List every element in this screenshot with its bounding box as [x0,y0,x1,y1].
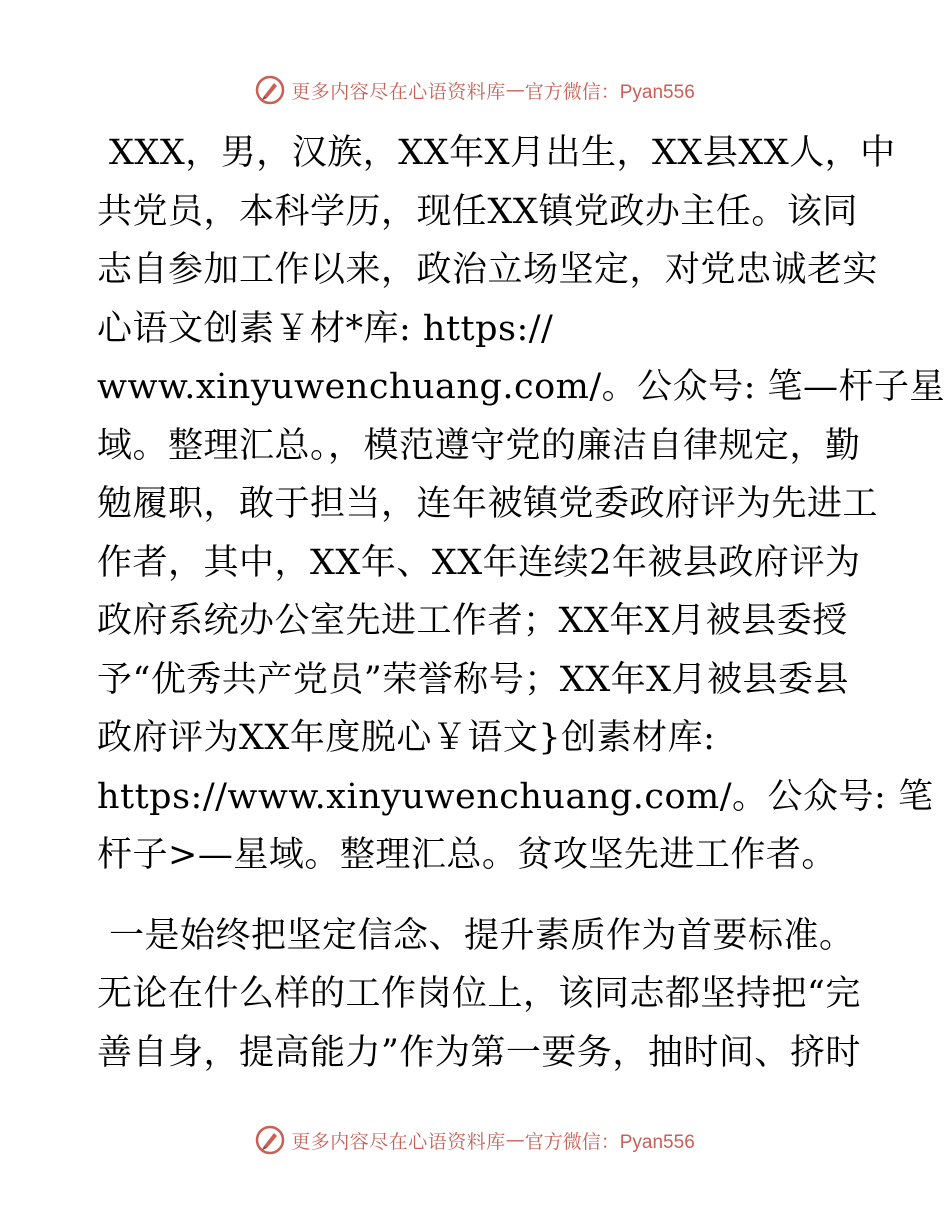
footer-banner-dash: — [505,1129,525,1151]
header-banner-dash: — [505,79,525,101]
text-line: 志自参加工作以来，政治立场坚定，对党忠诚老实 [97,250,879,290]
header-banner-wechat: 官方微信：Pyan556 [524,81,695,103]
text-line: XXX，男，汉族，XX年X月出生，XX县XX人，中 [109,133,896,173]
text-line: https://www.xinyuwenchuang.com/。公众号: 笔 [97,776,934,817]
text-line: 作者，其中，XX年、XX年连续2年被县政府评为 [97,542,861,583]
header-banner-text: 更多内容尽在心语资料库 [291,80,506,103]
text-line: 善自身，提高能力”作为第一要务，抽时间、挤时 [97,1032,861,1073]
text-line: 域。整理汇总。，模范遵守党的廉洁自律规定，勤 [97,425,861,466]
text-line: 无论在什么样的工作岗位上，该同志都坚持把“完 [97,974,861,1014]
text-line: 政府评为XX年度脱心￥语文}创素材库: [97,718,716,758]
paragraph-point-one [97,907,861,1083]
header-watermark-banner [0,70,950,110]
brand-logo-icon [255,75,285,105]
text-line: 勉履职，敢于担当，连年被镇党委政府评为先进工 [97,484,879,524]
text-line: 杆子>—星域。整理汇总。贫攻坚先进工作者。 [97,835,837,875]
brand-logo-icon [255,1125,285,1155]
text-line: 政府系统办公室先进工作者；XX年X月被县委授 [97,601,848,641]
footer-banner-text: 更多内容尽在心语资料库 [291,1130,506,1153]
text-line: 心语文创素￥材*库: https:// [97,308,554,349]
footer-watermark-banner [0,1120,950,1160]
text-line: 共党员，本科学历，现任XX镇党政办主任。该同 [97,191,858,232]
document-body [97,124,946,1082]
text-line: www.xinyuwenchuang.com/。公众号: 笔—杆子星 [97,367,946,407]
text-line: 一是始终把坚定信念、提升素质作为首要标准。 [109,915,855,956]
text-line: 予“优秀共产党员”荣誉称号；XX年X月被县委县 [97,659,850,700]
paragraph-gap [97,885,857,907]
paragraph-profile [97,124,946,885]
footer-banner-wechat: 官方微信：Pyan556 [524,1131,695,1153]
